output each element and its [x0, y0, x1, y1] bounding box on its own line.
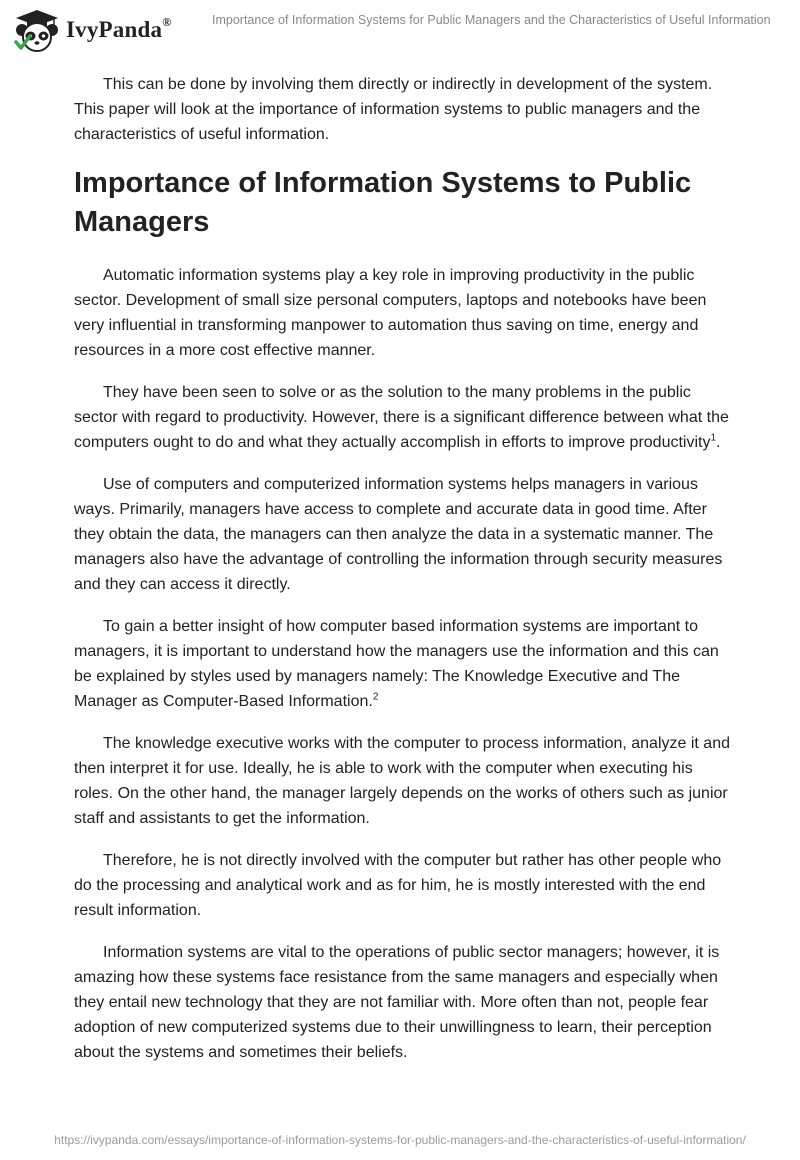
intro-paragraph: This can be done by involving them directly or indirectly in development of the system. This paper will look at the importance of information systems to public managers and the characteristics of useful information. [74, 76, 713, 143]
paragraph-7: Information systems are vital to the operations of public sector managers; however, it is amazing how these systems face resistance from the same managers and especially when they entail new technology that they are not familiar with. More often than not, people fear adoption of new computerized systems due to their unwillingness to learn, their perception about the systems and sometimes their beliefs. [74, 944, 720, 1061]
paragraph-2: They have been seen to solve or as the solution to the many problems in the public sector with regard to productivity. However, there is a significant difference between what the computers ought to do and what they actually accomplish in efforts to improve productivity$^1$. [74, 384, 729, 451]
page-url[interactable]: https://ivypanda.com/essays/importance-of-information-systems-for-public-managers-and-the-characteristics-of-useful-information/ [54, 1133, 746, 1147]
paragraph-1: Automatic information systems play a key role in improving productivity in the public sector. Development of small size personal computers, laptops and notebooks have been very influential in transforming manpower to automation thus saving on time, energy and resources in a more cost effective manner. [74, 267, 707, 359]
page-header [0, 0, 800, 60]
footnote-ref-1[interactable]: 1 [710, 432, 717, 444]
footnote-ref-2[interactable]: 2 [372, 691, 379, 703]
panda-graduate-icon [14, 8, 60, 52]
paragraph-6: Therefore, he is not directly involved with the computer but rather has other people who do the processing and analytical work and as for him, he is mostly interested with the end result information. [74, 852, 722, 919]
essay-content [74, 72, 730, 1082]
paragraph-4: To gain a better insight of how computer based information systems are important to managers, it is important to understand how the managers use the information and this can be explained by styles used by managers namely: The Knowledge Executive and The Manager as Computer-Based Information.$^2$ [74, 618, 719, 710]
paragraph-3: Use of computers and computerized information systems helps managers in various ways. Primarily, managers have access to complete and accurate data in good time. After they obtain the data, the managers can then analyze the data in a systematic manner. The managers also have the advantage of controlling the information through security measures and they can access it directly. [74, 476, 723, 593]
logo[interactable] [14, 8, 171, 52]
document-title: Importance of Information Systems for Public Managers and the Characteristics of Useful Information [212, 13, 771, 27]
section-heading: Importance of Information Systems to Public Managers [74, 167, 692, 238]
paragraph-5: The knowledge executive works with the computer to process information, analyze it and then interpret it for use. Ideally, he is able to work with the computer when executing his roles. On the other hand, the manager largely depends on the works of others such as junior staff and assistants to get the information. [74, 735, 730, 827]
brand-name: IvyPanda® [66, 15, 172, 42]
